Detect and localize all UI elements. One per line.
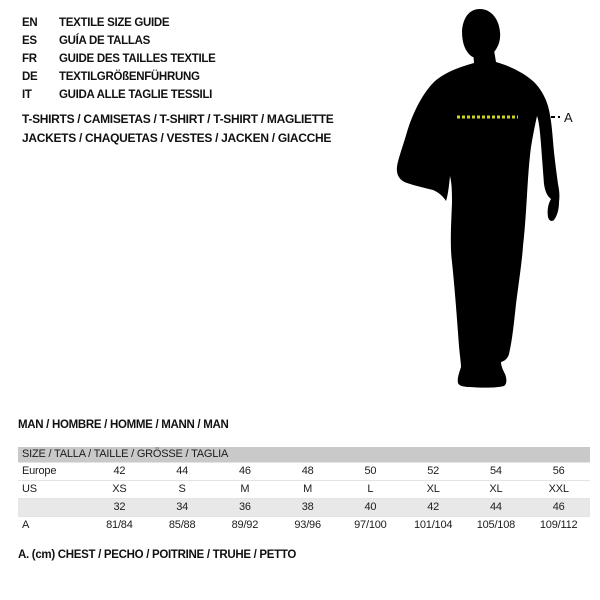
language-code: ES	[22, 35, 37, 47]
size-cell: M	[303, 483, 313, 495]
language-label: TEXTILE SIZE GUIDE	[59, 17, 170, 29]
language-code: FR	[22, 53, 37, 65]
measurement-legend: A. (cm) CHEST / PECHO / POITRINE / TRUHE / PETTO	[18, 549, 297, 561]
size-cell: 52	[427, 465, 440, 477]
size-cell: 105/108	[476, 519, 516, 532]
row-label: US	[22, 483, 37, 495]
size-cell: 50	[364, 465, 377, 477]
measure-label-a: A	[564, 110, 573, 125]
language-row-fr	[22, 50, 216, 68]
language-label: TEXTILGRÖßENFÜHRUNG	[59, 71, 200, 83]
gender-section-title: MAN / HOMBRE / HOMME / MANN / MAN	[18, 419, 229, 431]
category-line-jackets: JACKETS / CHAQUETAS / VESTES / JACKEN / GIACCHE	[22, 131, 332, 145]
size-cell: 42	[427, 501, 440, 513]
size-cell: 34	[176, 501, 189, 513]
size-row-numeric	[18, 498, 590, 516]
language-label: GUIDE DES TAILLES TEXTILE	[59, 53, 216, 65]
size-cell: L	[367, 483, 374, 495]
size-cell: 46	[238, 465, 251, 477]
size-cell: 48	[301, 465, 314, 477]
language-label: GUÍA DE TALLAS	[59, 35, 150, 47]
language-code: IT	[22, 89, 32, 101]
size-cell: 38	[301, 501, 314, 513]
size-figure-illustration	[390, 0, 600, 410]
size-cell: 54	[489, 465, 502, 477]
category-line-tshirts: T-SHIRTS / CAMISETAS / T-SHIRT / T-SHIRT / MAGLIETTE	[22, 112, 334, 126]
language-label: GUIDA ALLE TAGLIE TESSILI	[59, 89, 213, 101]
size-cell: 85/88	[168, 519, 196, 532]
size-table-container	[18, 447, 590, 534]
size-table-header: SIZE / TALLA / TAILLE / GRÖSSE / TAGLIA	[18, 447, 590, 462]
size-cell: 81/84	[106, 519, 133, 532]
size-cell: 97/100	[354, 519, 387, 532]
size-cell: M	[240, 483, 250, 495]
row-label: Europe	[22, 465, 57, 477]
size-cell: XXL	[548, 483, 569, 495]
size-row-us	[18, 480, 590, 498]
size-cell: 89/92	[231, 519, 259, 532]
language-code: DE	[22, 71, 38, 83]
row-label	[18, 498, 88, 516]
size-cell: 44	[489, 501, 502, 513]
size-cell: 40	[364, 501, 377, 513]
size-cell: XL	[489, 483, 503, 495]
language-row-it	[22, 86, 216, 104]
size-cell: 32	[113, 501, 126, 513]
size-cell: 109/112	[539, 519, 578, 532]
size-cell: XS	[112, 483, 127, 495]
size-cell: 44	[176, 465, 189, 477]
size-cell: 101/104	[413, 519, 453, 532]
size-cell: 93/96	[294, 519, 321, 532]
language-list	[22, 14, 216, 104]
size-cell: 42	[113, 465, 126, 477]
size-cell: 56	[552, 465, 565, 477]
size-cell: 46	[552, 501, 565, 513]
language-code: EN	[22, 17, 38, 29]
size-row-chest	[18, 516, 590, 534]
language-row-de	[22, 68, 216, 86]
size-table-header-row	[18, 447, 590, 462]
size-cell: S	[178, 483, 186, 495]
size-table	[18, 447, 590, 534]
man-body-silhouette	[397, 50, 560, 388]
category-lines	[22, 110, 334, 148]
size-row-europe	[18, 462, 590, 480]
size-cell: 36	[238, 501, 251, 513]
language-row-es	[22, 32, 216, 50]
language-row-en	[22, 14, 216, 32]
row-label: A	[22, 519, 30, 532]
size-cell: XL	[426, 483, 440, 495]
